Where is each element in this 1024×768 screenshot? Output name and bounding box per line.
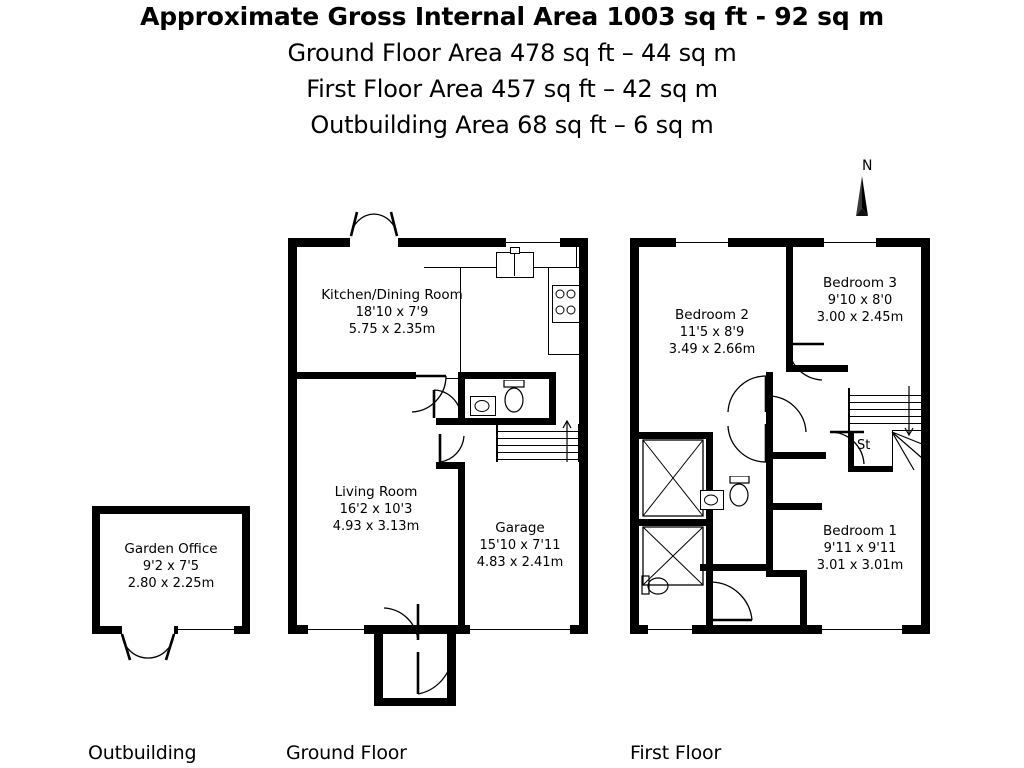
- garden-office-name: Garden Office: [124, 541, 218, 557]
- bathroom-shower-upper-icon: [642, 439, 706, 521]
- kitchen-dining-name: Kitchen/Dining Room: [321, 287, 463, 303]
- wc-basin-bowl-icon: [470, 396, 494, 414]
- ground-wc-right-wall: [549, 372, 556, 424]
- porch-inner-door-arc-icon: [378, 600, 422, 644]
- ground-wall-right: [579, 238, 588, 634]
- garage-name: Garage: [495, 520, 545, 536]
- outbuilding-area-text: Outbuilding Area 68 sq ft – 6 sq m: [310, 111, 714, 139]
- garden-office-imperial: 9'2 x 7'5: [142, 559, 200, 574]
- room-label-garden-office: [96, 541, 246, 592]
- landing-left-wall: [632, 474, 639, 508]
- first-stair-outline-left: [848, 388, 850, 462]
- bedroom2-name: Bedroom 2: [675, 307, 749, 323]
- room-label-garage: [462, 520, 578, 571]
- bedroom1-imperial: 9'11 x 9'11: [823, 541, 897, 556]
- living-room-metric: 4.93 x 3.13m: [332, 519, 420, 534]
- stair-direction-arrow-icon: [560, 418, 574, 464]
- outbuilding-window-line: [178, 629, 234, 630]
- bathroom-top-wall: [639, 432, 713, 439]
- ground-wall-left: [288, 238, 297, 634]
- bedroom3-name: Bedroom 3: [823, 275, 897, 291]
- first-wall-top: [630, 238, 930, 247]
- first-bottom-window-left-line: [648, 629, 692, 630]
- compass-north-label: N: [862, 158, 873, 174]
- garden-office-metric: 2.80 x 2.25m: [127, 576, 215, 591]
- kitchen-dining-imperial: 18'10 x 7'9: [355, 305, 429, 320]
- stair-outline-left: [496, 424, 498, 462]
- ground-top-door-arc-icon: [345, 208, 403, 242]
- storage-label: St: [857, 438, 871, 453]
- kitchen-hob-burners-icon: [552, 285, 578, 321]
- ground-wc-top-wall: [458, 372, 556, 379]
- bedroom3-window-line: [824, 242, 876, 243]
- stair-outline-right: [578, 424, 580, 462]
- ground-kitchen-south-wall: [288, 372, 416, 379]
- kitchen-dining-metric: 5.75 x 2.35m: [348, 322, 436, 337]
- bedroom1-name: Bedroom 1: [823, 523, 897, 539]
- room-label-bedroom-1: [792, 523, 928, 574]
- room-label-living: [298, 484, 454, 535]
- landing-door-arc-icon-2: [766, 392, 810, 436]
- landing-wall-bottom: [766, 452, 826, 459]
- ground-top-window-line: [506, 242, 560, 243]
- front-door-arc-icon: [378, 646, 456, 700]
- bedroom2-window-line: [676, 242, 728, 243]
- room-label-bedroom-3: [790, 275, 930, 326]
- ground-floor-area-text: Ground Floor Area 478 sq ft – 44 sq m: [287, 39, 737, 67]
- caption-first-floor: First Floor: [630, 742, 722, 764]
- first-wall-left: [630, 238, 639, 634]
- compass-rose: [848, 158, 888, 220]
- bedroom1-window-line: [822, 629, 902, 630]
- living-room-door-arc-icon: [436, 432, 466, 466]
- first-floor-area-text: First Floor Area 457 sq ft – 42 sq m: [306, 75, 718, 103]
- outbuilding-door-arc-icon: [120, 632, 180, 668]
- page-title: Approximate Gross Internal Area 1003 sq ft - 92 sq m: [140, 2, 884, 31]
- caption-outbuilding: Outbuilding: [88, 742, 197, 764]
- caption-ground-floor: Ground Floor: [286, 742, 407, 764]
- bedroom2-metric: 3.49 x 2.66m: [668, 342, 756, 357]
- garage-imperial: 15'10 x 7'11: [479, 538, 561, 553]
- garage-door-line: [470, 629, 570, 630]
- garage-metric: 4.83 x 2.41m: [476, 555, 564, 570]
- bathroom-door-arc-icon: [706, 580, 760, 624]
- bedroom3-imperial: 9'10 x 8'0: [827, 293, 893, 308]
- living-room-window-line: [308, 629, 364, 630]
- bed1-left-wall: [800, 570, 807, 626]
- ensuite-toilet-icon: [726, 476, 754, 516]
- compass-needle-icon: [848, 172, 888, 234]
- living-room-name: Living Room: [334, 484, 418, 500]
- wc-toilet-icon: [500, 380, 528, 420]
- bedroom2-door-arc-icon: [724, 372, 770, 418]
- first-stair-direction-arrow-icon: [902, 382, 916, 438]
- landing-door-arc-icon: [724, 418, 770, 466]
- bathroom-toilet-icon: [640, 575, 670, 609]
- bedroom2-imperial: 11'5 x 8'9: [679, 325, 745, 340]
- storage-bottom-wall: [848, 466, 892, 472]
- room-label-kitchen-dining: [302, 287, 482, 338]
- room-label-bedroom-2: [638, 307, 786, 358]
- hall-kitchen-door-arc-icon: [408, 374, 452, 418]
- bedroom1-metric: 3.01 x 3.01m: [816, 558, 904, 573]
- bedroom3-metric: 3.00 x 2.45m: [816, 310, 904, 325]
- bed1-partition-vert: [766, 510, 773, 570]
- outbuilding-wall-top: [92, 506, 250, 514]
- living-room-imperial: 16'2 x 10'3: [339, 502, 413, 517]
- kitchen-tap-icon: [510, 247, 520, 254]
- landing-wall-right-lower: [766, 503, 822, 510]
- kitchen-sink-divider: [514, 252, 515, 276]
- ensuite-basin-bowl-icon: [700, 490, 722, 508]
- header-block: [0, 0, 1024, 139]
